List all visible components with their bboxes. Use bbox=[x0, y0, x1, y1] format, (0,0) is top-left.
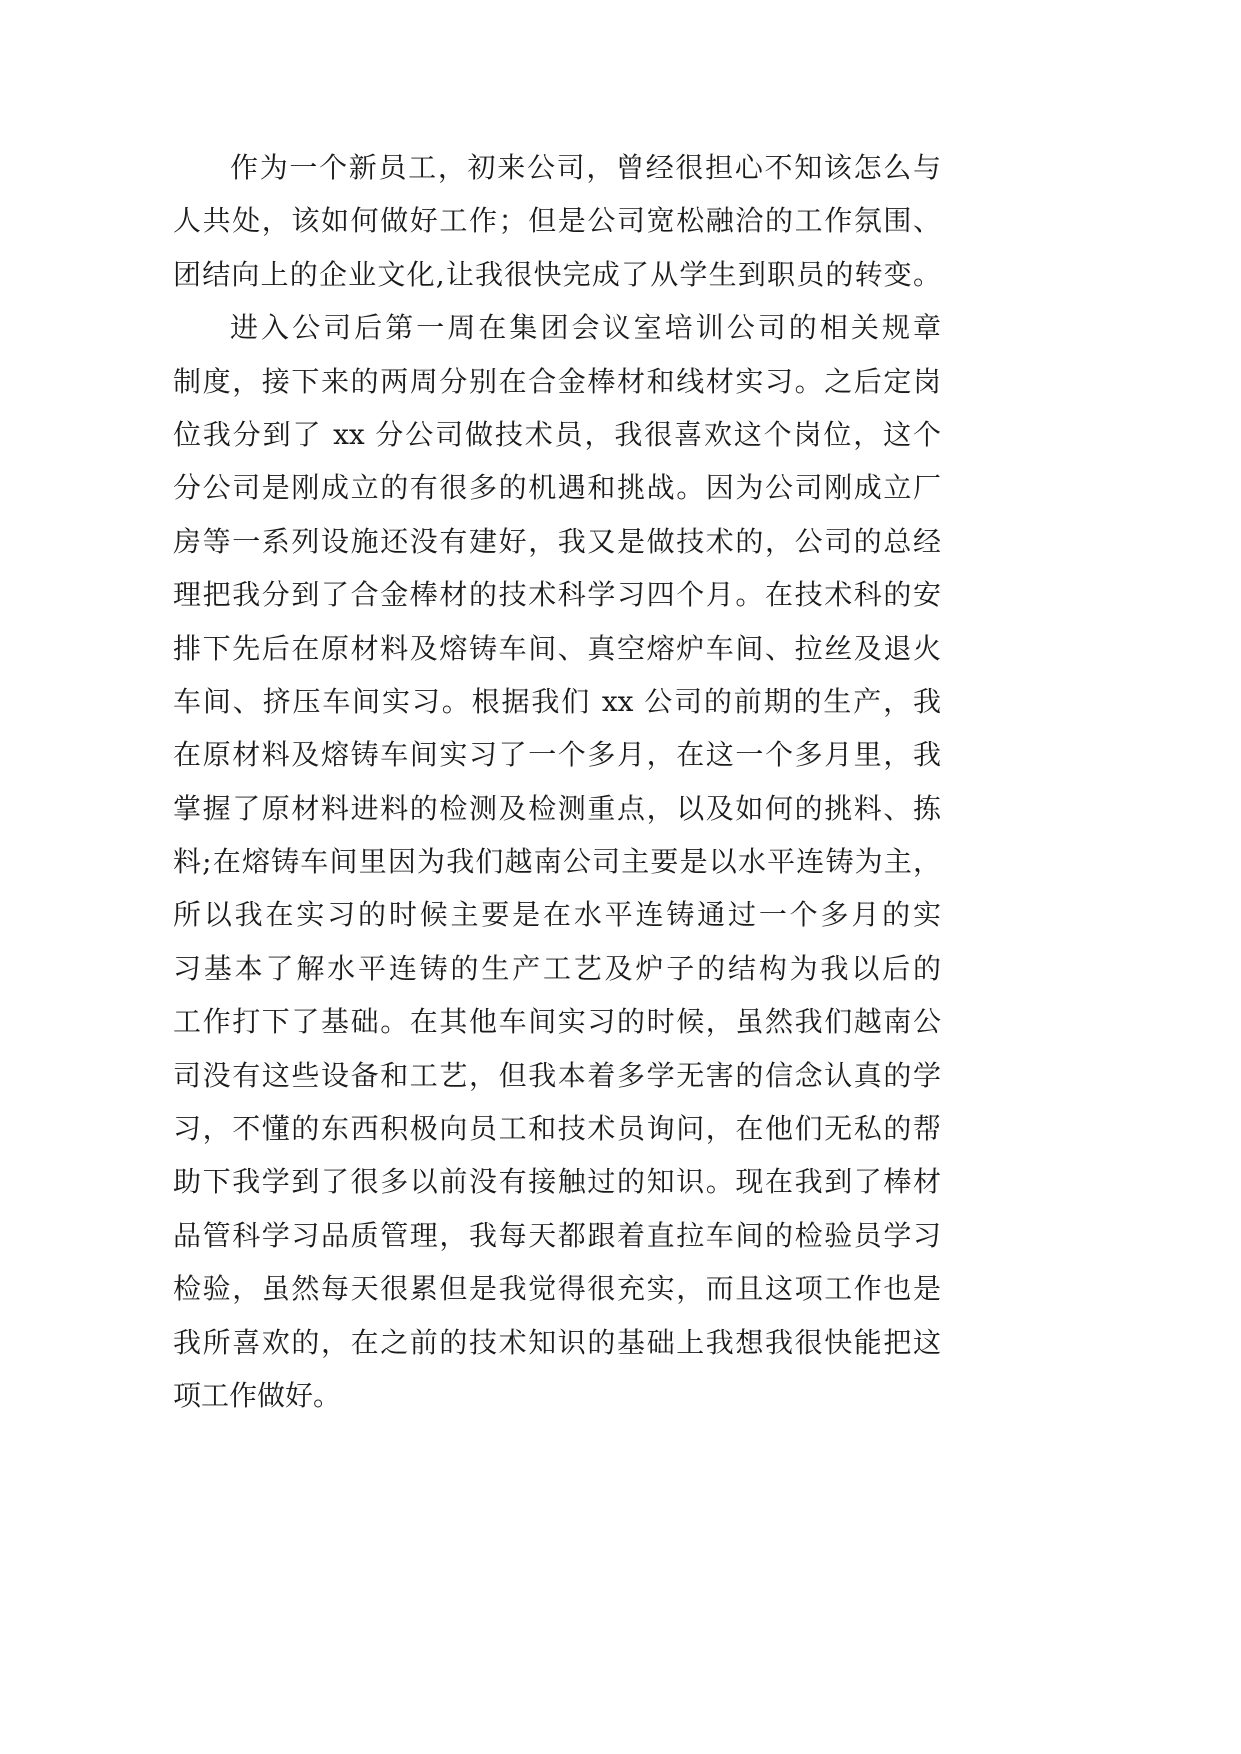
text-line: 在原材料及熔铸车间实习了一个多月，在这一个多月里，我 bbox=[173, 738, 941, 772]
text-line: 司没有这些设备和工艺，但我本着多学无害的信念认真的学 bbox=[173, 1058, 941, 1092]
text-line: 习，不懂的东西积极向员工和技术员询问，在他们无私的帮 bbox=[173, 1112, 941, 1146]
text-line: 排下先后在原材料及熔铸车间、真空熔炉车间、拉丝及退火 bbox=[173, 631, 941, 665]
text-line: 进入公司后第一周在集团会议室培训公司的相关规章 bbox=[230, 311, 941, 345]
text-line: 作为一个新员工，初来公司，曾经很担心不知该怎么与 bbox=[230, 151, 941, 184]
paragraph-2 bbox=[173, 301, 941, 1422]
text-line: 所以我在实习的时候主要是在水平连铸通过一个多月的实 bbox=[173, 898, 941, 932]
text-line: 位我分到了 xx 分公司做技术员，我很喜欢这个岗位，这个 bbox=[173, 417, 941, 451]
document-body bbox=[173, 141, 941, 1422]
text-line: 车间、挤压车间实习。根据我们 xx 公司的前期的生产，我 bbox=[173, 684, 941, 718]
text-line: 理把我分到了合金棒材的技术科学习四个月。在技术科的安 bbox=[173, 578, 941, 612]
text-line: 项工作做好。 bbox=[173, 1378, 342, 1412]
text-line: 习基本了解水平连铸的生产工艺及炉子的结构为我以后的 bbox=[173, 951, 941, 985]
text-line: 人共处，该如何做好工作；但是公司宽松融洽的工作氛围、 bbox=[173, 204, 941, 238]
text-line: 工作打下了基础。在其他车间实习的时候，虽然我们越南公 bbox=[173, 1005, 941, 1039]
text-line: 制度，接下来的两周分别在合金棒材和线材实习。之后定岗 bbox=[173, 364, 941, 398]
text-line: 掌握了原材料进料的检测及检测重点，以及如何的挑料、拣 bbox=[173, 791, 941, 825]
text-line: 分公司是刚成立的有很多的机遇和挑战。因为公司刚成立厂 bbox=[173, 471, 941, 505]
text-line: 助下我学到了很多以前没有接触过的知识。现在我到了棒材 bbox=[173, 1165, 941, 1199]
text-line: 检验，虽然每天很累但是我觉得很充实，而且这项工作也是 bbox=[173, 1272, 941, 1306]
text-line: 料;在熔铸车间里因为我们越南公司主要是以水平连铸为主， bbox=[173, 845, 941, 879]
paragraph-1 bbox=[173, 141, 941, 301]
text-line: 团结向上的企业文化,让我很快完成了从学生到职员的转变。 bbox=[173, 257, 941, 291]
text-line: 房等一系列设施还没有建好，我又是做技术的，公司的总经 bbox=[173, 524, 941, 558]
text-line: 我所喜欢的，在之前的技术知识的基础上我想我很快能把这 bbox=[173, 1325, 941, 1359]
text-line: 品管科学习品质管理，我每天都跟着直拉车间的检验员学习 bbox=[173, 1218, 941, 1252]
